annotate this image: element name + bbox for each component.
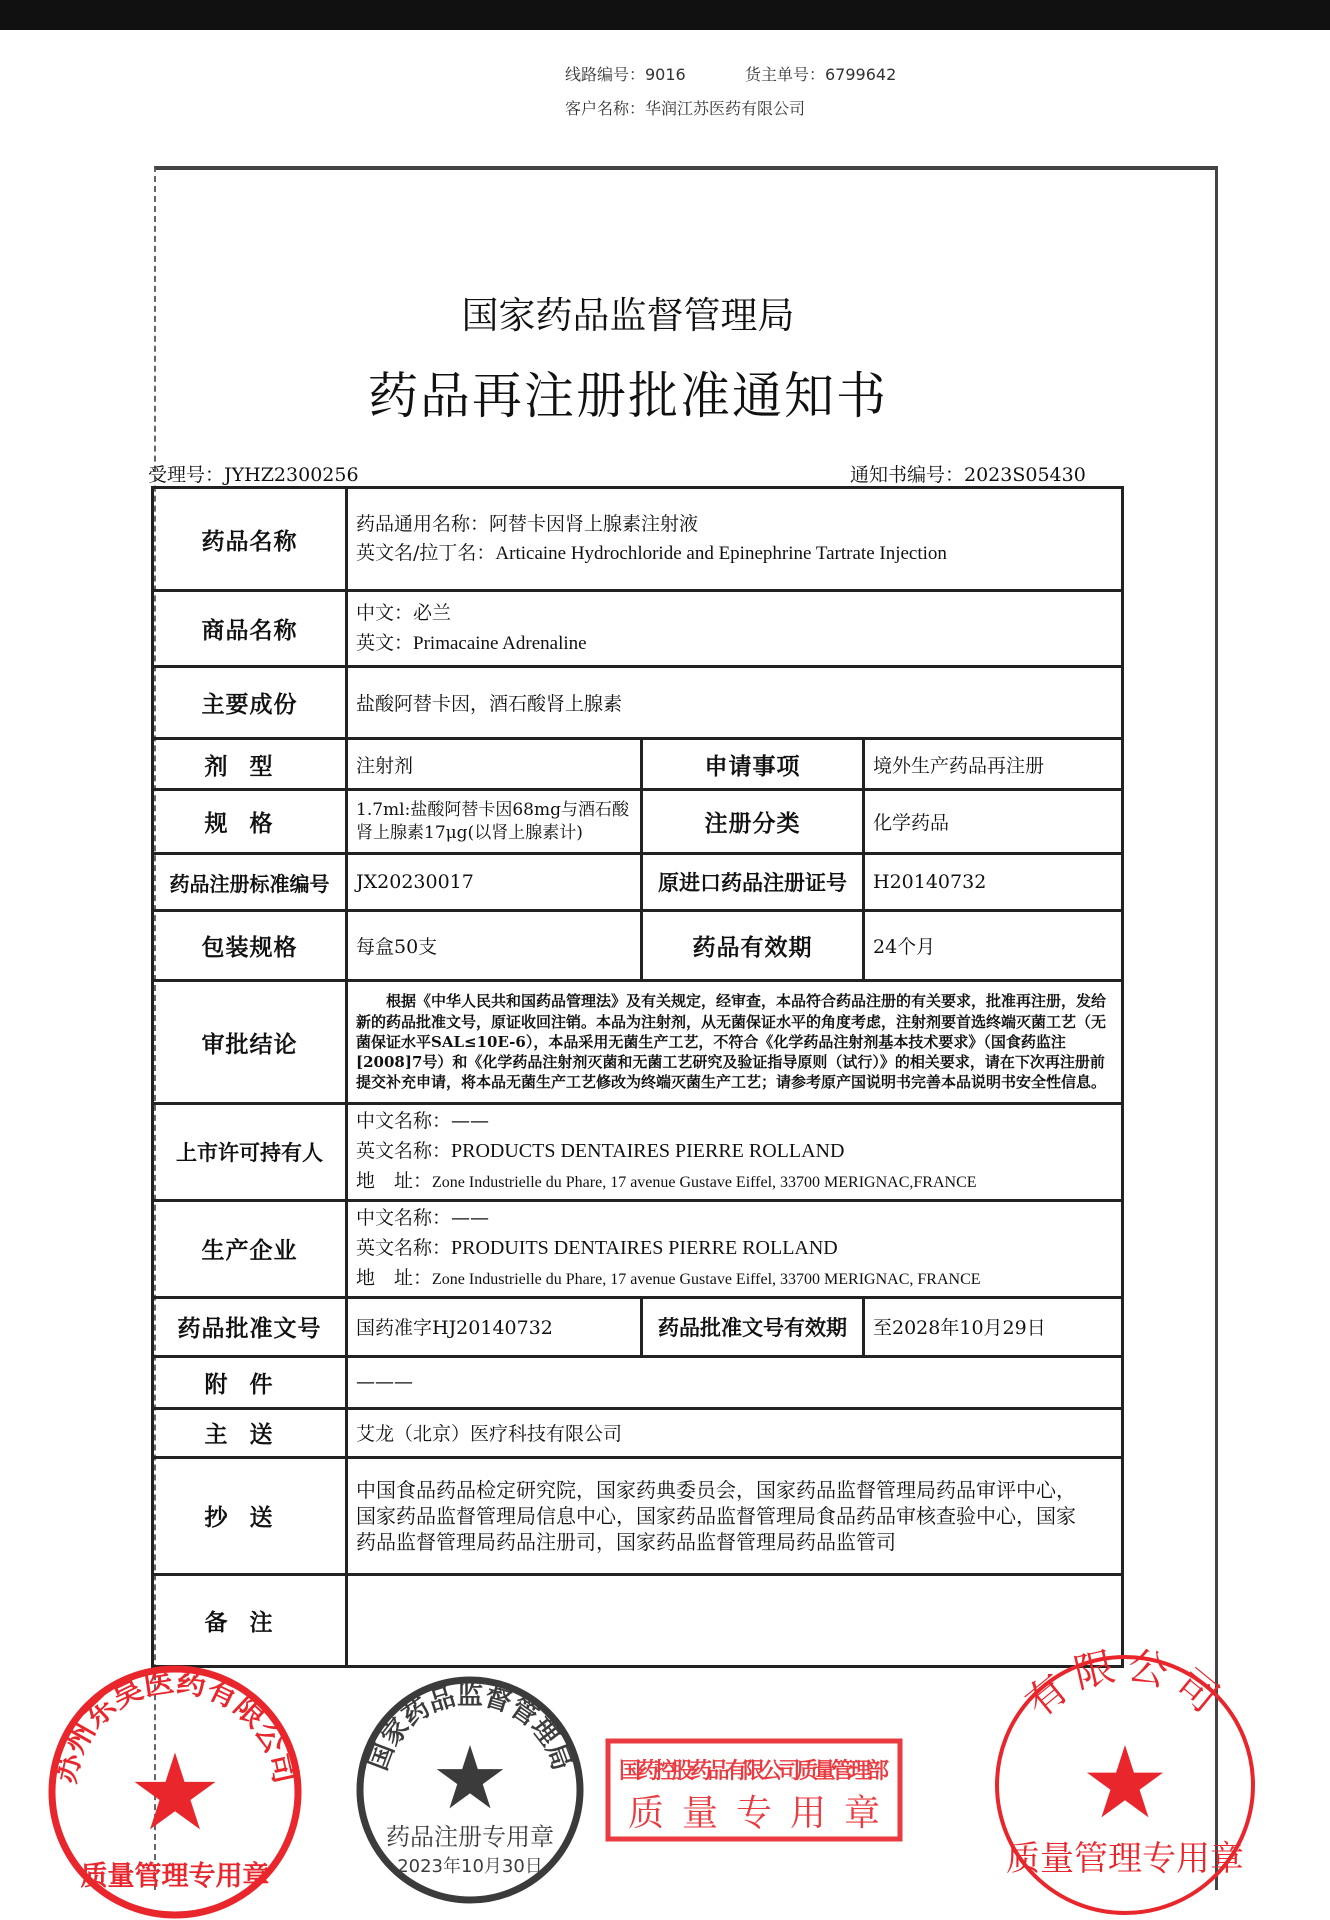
- label: 附件: [153, 1356, 347, 1408]
- main-recipient: 艾龙（北京）医疗科技有限公司: [347, 1408, 1123, 1457]
- shelf-life: 24个月: [864, 911, 1123, 981]
- trade-name-en-label: 英文：: [356, 631, 414, 654]
- registration-category: 化学药品: [864, 790, 1123, 854]
- label: 包装规格: [153, 911, 347, 981]
- label: 剂型: [153, 739, 347, 790]
- manufacturer-address-label: 地 址：: [356, 1267, 433, 1290]
- agency-title: 国家药品监督管理局: [461, 294, 795, 337]
- label: 主要成份: [153, 667, 347, 739]
- owner-order-number: 货主单号：6799642: [745, 65, 897, 84]
- scan-top-edge: [0, 0, 1330, 30]
- english-name-label: 英文名/拉丁名：: [356, 542, 496, 564]
- notice-number: 通知书编号：2023S05430: [850, 464, 1086, 486]
- label: 生产企业: [153, 1200, 347, 1297]
- row-cc: [153, 1457, 1123, 1574]
- acceptance-number: 受理号：JYHZ2300256: [148, 464, 359, 486]
- dosage-form: 注射剂: [347, 739, 642, 790]
- label: 抄送: [153, 1457, 347, 1574]
- trade-name-cn: 中文：必兰: [356, 602, 452, 625]
- ingredients: 盐酸阿替卡因，酒石酸肾上腺素: [347, 667, 1123, 739]
- holder-cn: 中文名称：——: [356, 1110, 490, 1132]
- manufacturer-cn: 中文名称：——: [356, 1206, 490, 1229]
- row-dosage-form: [153, 739, 1123, 790]
- row-package: [153, 911, 1123, 981]
- row-conclusion: [153, 981, 1123, 1104]
- row-holder: [153, 1104, 1123, 1201]
- holder-en-label: 英文名称：: [356, 1140, 452, 1163]
- row-spec: [153, 790, 1123, 854]
- import-registration-number: H20140732: [864, 854, 1123, 911]
- route-number: 线路编号：9016: [565, 65, 686, 84]
- row-approval-no: [153, 1297, 1123, 1356]
- label: 药品名称: [153, 488, 347, 591]
- stamp-line1: 国药控股药品有限公司质量管理部: [619, 1759, 889, 1784]
- remarks: [347, 1574, 1123, 1666]
- stamp-center-text: 质量管理专用章: [80, 1861, 270, 1892]
- stamp-center-text: 质量管理专用章: [1006, 1839, 1244, 1879]
- manufacturer-address: Zone Industrielle du Phare, 17 avenue Gustave Eiffel, 33700 MERIGNAC, FRANCE: [432, 1271, 981, 1289]
- label: 药品注册标准编号: [153, 854, 347, 911]
- row-main-recipient: [153, 1408, 1123, 1457]
- package-spec: 每盒50支: [347, 911, 642, 981]
- row-trade-name: [153, 591, 1123, 667]
- stamp-center-text: 药品注册专用章: [386, 1823, 554, 1851]
- manufacturer-en: PRODUITS DENTAIRES PIERRE ROLLAND: [451, 1237, 838, 1260]
- row-manufacturer: [153, 1200, 1123, 1297]
- label: 主送: [153, 1408, 347, 1457]
- holder-en: PRODUCTS DENTAIRES PIERRE ROLLAND: [451, 1140, 845, 1163]
- stamp-ring-text: 有限公司: [1017, 1642, 1233, 1727]
- approval-table: [151, 486, 1124, 1668]
- stamp-date: 2023年10月30日: [397, 1856, 543, 1877]
- label: 规格: [153, 790, 347, 854]
- label: 注册分类: [642, 790, 864, 854]
- label: 备注: [153, 1574, 347, 1666]
- row-attachment: [153, 1356, 1123, 1408]
- row-ingredients: [153, 667, 1123, 739]
- label: 商品名称: [153, 591, 347, 667]
- label: 申请事项: [642, 739, 864, 790]
- generic-name: 药品通用名称：阿替卡因肾上腺素注射液: [356, 512, 699, 535]
- manufacturer-en-label: 英文名称：: [356, 1237, 452, 1260]
- stamp-ring-text: 国家药品监督管理局: [363, 1680, 577, 1775]
- english-name: Articaine Hydrochloride and Epinephrine Tartrate Injection: [495, 543, 947, 564]
- conclusion-text: 根据《中华人民共和国药品管理法》及有关规定，经审查，本品符合药品注册的有关要求，批准再注册，发给新的药品批准文号，原证收回注销。本品为注射剂，从无菌保证水平的角度考虑，注射剂要首选终端灭菌工艺（无菌保证水平SAL≤10E-6），本品采用无菌生产工艺，不符合《化学药品注射剂基本技术要求》（国食药监注[2008]7号）和《化学药品注射剂灭菌和无菌工艺研究及验证指导原则（试行）》的相关要求，请在下次再注册前提交补充申请，将本品无菌生产工艺修改为终端灭菌生产工艺；请参考原产国说明书完善本品说明书安全性信息。: [347, 981, 1123, 1104]
- application-item: 境外生产药品再注册: [864, 739, 1123, 790]
- approval-number: 国药准字HJ20140732: [347, 1297, 642, 1356]
- attachment: ———: [347, 1356, 1123, 1408]
- label: 上市许可持有人: [153, 1104, 347, 1201]
- approval-validity: 至2028年10月29日: [864, 1297, 1123, 1356]
- holder-address: Zone Industrielle du Phare, 17 avenue Gustave Eiffel, 33700 MERIGNAC,FRANCE: [432, 1174, 977, 1192]
- trade-name-en: Primacaine Adrenaline: [413, 632, 587, 654]
- customer-name: 客户名称：华润江苏医药有限公司: [565, 99, 806, 118]
- spec: 1.7ml:盐酸阿替卡因68mg与酒石酸肾上腺素17μg(以肾上腺素计): [347, 790, 642, 854]
- row-remarks: [153, 1574, 1123, 1666]
- standard-number: JX20230017: [347, 854, 642, 911]
- row-standard-no: [153, 854, 1123, 911]
- label: 原进口药品注册证号: [642, 854, 864, 911]
- holder-address-label: 地 址：: [356, 1170, 433, 1193]
- stamp-line2: 质量专用章: [627, 1793, 899, 1834]
- document-title: 药品再注册批准通知书: [368, 367, 888, 425]
- label: 药品批准文号: [153, 1297, 347, 1356]
- stamp-ring-text: 苏州东昊医药有限公司: [47, 1664, 303, 1787]
- label: 药品批准文号有效期: [642, 1297, 864, 1356]
- label: 审批结论: [153, 981, 347, 1104]
- label: 药品有效期: [642, 911, 864, 981]
- cc-recipients: 中国食品药品检定研究院，国家药典委员会，国家药品监督管理局药品审评中心，国家药品监督管理局信息中心，国家药品监督管理局食品药品审核查验中心，国家药品监督管理局药品注册司，国家药品监督管理局药品监管司: [347, 1457, 1123, 1574]
- row-drug-name: [153, 488, 1123, 591]
